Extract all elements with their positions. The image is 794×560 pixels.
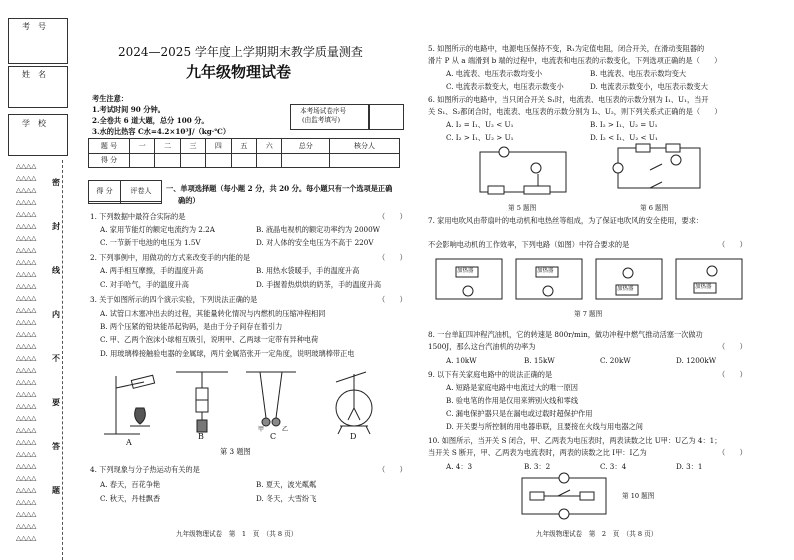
q8-answer-paren[interactable]: （ ） bbox=[718, 342, 747, 351]
q3-answer-paren[interactable]: （ ） bbox=[378, 295, 407, 304]
score-input-cell[interactable] bbox=[206, 153, 231, 168]
q9-option-a[interactable]: A. 短路是家庭电路中电流过大的唯一原因 bbox=[446, 383, 578, 392]
q10-stem-line2: 当开关 S 断开，甲、乙两表为电流表时，两表的读数之比 I甲：I乙为 bbox=[428, 448, 647, 457]
exam-number-label: 考 号 bbox=[22, 22, 46, 31]
score-input-cell[interactable] bbox=[130, 153, 155, 168]
triangle-row: △△△△ bbox=[16, 510, 37, 518]
q7-answer-paren[interactable]: （ ） bbox=[718, 240, 747, 249]
q10-stem-line1: 10. 如图所示，当开关 S 闭合，甲、乙两表为电压表时，两表读数之比 U甲：U乙为 4：1； bbox=[428, 436, 722, 445]
q6-option-c[interactable]: C. I₂ > I₁、U₂ > U₁ bbox=[446, 133, 514, 142]
seal-char: 要 bbox=[52, 397, 60, 407]
triangle-row: △△△△ bbox=[16, 390, 37, 398]
score-input-cell[interactable] bbox=[257, 153, 282, 168]
q10-figure-caption: 第 10 题图 bbox=[622, 492, 655, 500]
figure-a-test-tube bbox=[104, 375, 155, 434]
q3-fig-c-yi-label: 乙 bbox=[282, 426, 289, 433]
seal-char: 封 bbox=[52, 221, 60, 231]
seal-line bbox=[62, 160, 63, 560]
q6-option-d[interactable]: D. I₂ < I₁、U₂ < U₁ bbox=[590, 133, 658, 142]
section1-grader-table bbox=[88, 180, 162, 204]
page1-footer: 九年级物理试卷 第 1 页 （共 8 页） bbox=[176, 530, 298, 538]
q3-option-c[interactable]: C. 甲、乙两个泡沫小球相互吸引，说明甲、乙两球一定带有异种电荷 bbox=[100, 335, 319, 344]
score-input-cell[interactable] bbox=[330, 153, 400, 168]
q6-circuit bbox=[610, 140, 710, 196]
q7-circuits bbox=[432, 253, 752, 307]
q7-heater-d: 加热器 bbox=[695, 284, 712, 290]
q2-option-c[interactable]: C. 对手哈气，手的温度升高 bbox=[100, 280, 189, 289]
score-input-cell[interactable] bbox=[231, 153, 256, 168]
seat-number-label: 本考场试卷序号 bbox=[300, 107, 347, 115]
q9-stem: 9. 以下有关家庭电路中的说法正确的是 bbox=[428, 370, 553, 379]
score-table-cell: 三 bbox=[180, 139, 205, 154]
q5-stem-line1: 5. 如图所示的电路中，电源电压保持不变，R₁为定值电阻，闭合开关，在滑动变阻器的 bbox=[428, 44, 705, 53]
triangle-row: △△△△ bbox=[16, 222, 37, 230]
q10-answer-paren[interactable]: （ ） bbox=[718, 448, 747, 457]
q2-stem: 2. 下列事例中，用做功的方式来改变手的内能的是 bbox=[90, 253, 251, 262]
q3-fig-c-jia-label: 甲 bbox=[258, 426, 265, 433]
q3-fig-a-label: A bbox=[126, 438, 132, 447]
q3-fig-c-label: C bbox=[270, 432, 277, 441]
q2-option-a[interactable]: A. 两手相互摩擦，手的温度升高 bbox=[100, 266, 204, 275]
score-table-cell: 一 bbox=[130, 139, 155, 154]
q8-option-c[interactable]: C. 20kW bbox=[600, 356, 631, 365]
score-input-cell[interactable] bbox=[180, 153, 205, 168]
figure-b-lead-blocks bbox=[176, 372, 228, 432]
triangle-row: △△△△ bbox=[16, 234, 37, 242]
seat-number-note: (由监考填写) bbox=[302, 116, 341, 124]
q8-option-d[interactable]: D. 1200kW bbox=[676, 356, 717, 365]
paper-title: 九年级物理试卷 bbox=[186, 63, 292, 81]
triangle-row: △△△△ bbox=[16, 402, 37, 410]
score-input-cell[interactable] bbox=[155, 153, 180, 168]
score-label: 得 分 bbox=[89, 181, 121, 202]
triangle-row: △△△△ bbox=[16, 318, 37, 326]
q6-option-a[interactable]: A. I₂ = I₁、U₂ < U₁ bbox=[446, 120, 514, 129]
q10-option-b[interactable]: B. 3：2 bbox=[524, 462, 551, 471]
seal-char: 内 bbox=[52, 309, 60, 319]
q1-stem: 1. 下列数据中最符合实际的是 bbox=[90, 212, 186, 221]
q5-option-a[interactable]: A. 电流表、电压表示数均变小 bbox=[446, 69, 543, 78]
q7-heater-a: 加热器 bbox=[457, 268, 474, 274]
triangle-row: △△△△ bbox=[16, 342, 37, 350]
seat-number-input[interactable] bbox=[368, 104, 404, 130]
q10-circuit bbox=[514, 472, 614, 522]
q8-option-a[interactable]: A. 10kW bbox=[446, 356, 477, 365]
score-table-cell: 总分 bbox=[282, 139, 330, 154]
triangle-row: △△△△ bbox=[16, 174, 37, 182]
q1-option-a[interactable]: A. 家用节能灯的额定电流约为 2.2A bbox=[100, 225, 215, 234]
triangle-row: △△△△ bbox=[16, 198, 37, 206]
section1-heading: 一、单项选择题（每小题 2 分，共 20 分。每小题只有一个选项是正确 bbox=[166, 184, 393, 193]
q10-option-c[interactable]: C. 3：4 bbox=[600, 462, 627, 471]
q3-option-a[interactable]: A. 试管口木塞冲出去的过程，其能量转化情况与内燃机的压缩冲程相同 bbox=[100, 309, 326, 318]
q3-option-b[interactable]: B. 两个压紧的铅块能吊起钩码，是由于分子间存在着引力 bbox=[100, 322, 283, 331]
q3-figure-caption: 第 3 题图 bbox=[220, 447, 251, 456]
binding-strip bbox=[0, 0, 72, 560]
q10-option-a[interactable]: A. 4：3 bbox=[446, 462, 473, 471]
triangle-row: △△△△ bbox=[16, 246, 37, 254]
triangle-row: △△△△ bbox=[16, 414, 37, 422]
q1-option-b[interactable]: B. 液晶电视机的额定功率约为 2000W bbox=[256, 225, 381, 234]
score-table bbox=[88, 138, 400, 168]
seal-char: 题 bbox=[52, 485, 60, 495]
note-3: 3.水的比热容 C水=4.2×10³J/（kg·℃） bbox=[92, 127, 231, 136]
q10-option-d[interactable]: D. 3：1 bbox=[676, 462, 703, 471]
page2-footer: 九年级物理试卷 第 2 页 （共 8 页） bbox=[536, 530, 658, 538]
q6-option-b[interactable]: B. I₂ > I₁、U₂ = U₁ bbox=[590, 120, 658, 129]
q7-heater-b: 加热器 bbox=[537, 268, 554, 274]
q7-figure-caption: 第 7 题图 bbox=[574, 310, 603, 318]
q4-answer-paren[interactable]: （ ） bbox=[378, 465, 407, 474]
triangle-row: △△△△ bbox=[16, 486, 37, 494]
triangle-row: △△△△ bbox=[16, 162, 37, 170]
q4-stem: 4. 下列现象与分子热运动有关的是 bbox=[90, 465, 200, 474]
triangle-row: △△△△ bbox=[16, 366, 37, 374]
exam-number-input[interactable] bbox=[12, 34, 62, 58]
score-table-cell: 核分人 bbox=[330, 139, 400, 154]
score-table-cell: 得 分 bbox=[89, 153, 130, 168]
q6-stem-line1: 6. 如图所示的电路中，当只闭合开关 S₁时，电流表、电压表的示数分别为 I₁、U₁，当开 bbox=[428, 95, 709, 104]
seal-char: 密 bbox=[52, 177, 60, 187]
q8-option-b[interactable]: B. 15kW bbox=[524, 356, 555, 365]
q3-figures bbox=[96, 368, 406, 448]
name-input[interactable] bbox=[12, 82, 62, 102]
q6-stem-line2: 关 S₁、S₂都闭合时，电流表、电压表的示数分别为 I₂、U₂，则下列关系式正确的是（ ） bbox=[428, 107, 722, 116]
q2-answer-paren[interactable]: （ ） bbox=[378, 253, 407, 262]
q4-option-d[interactable]: D. 冬天，大雪纷飞 bbox=[256, 494, 317, 503]
notes-heading: 考生注意： bbox=[92, 94, 128, 103]
triangle-row: △△△△ bbox=[16, 378, 37, 386]
q5-option-b[interactable]: B. 电流表、电压表示数均变大 bbox=[590, 69, 687, 78]
score-table-cell: 二 bbox=[155, 139, 180, 154]
q8-stem-line2: 1500J，那么这台汽油机的功率为 bbox=[428, 342, 536, 351]
name-label: 姓 名 bbox=[22, 70, 46, 79]
note-1: 1.考试时间 90 分钟。 bbox=[92, 105, 165, 114]
q7-heater-c: 加热器 bbox=[617, 286, 634, 292]
triangle-row: △△△△ bbox=[16, 534, 37, 542]
q1-option-c[interactable]: C. 一节新干电池的电压为 1.5V bbox=[100, 238, 201, 247]
triangle-row: △△△△ bbox=[16, 426, 37, 434]
score-table-score-row bbox=[89, 153, 400, 168]
exam-title: 2024—2025 学年度上学期期末教学质量测查 bbox=[118, 45, 363, 59]
q5-option-c[interactable]: C. 电流表示数变大，电压表示数变小 bbox=[446, 82, 564, 91]
figure-d-electroscope bbox=[336, 372, 372, 434]
score-table-cell: 五 bbox=[231, 139, 256, 154]
triangle-row: △△△△ bbox=[16, 306, 37, 314]
triangle-row: △△△△ bbox=[16, 282, 37, 290]
triangle-row: △△△△ bbox=[16, 354, 37, 362]
triangle-row: △△△△ bbox=[16, 522, 37, 530]
seal-char: 不 bbox=[52, 353, 60, 363]
q5-option-d[interactable]: D. 电流表示数变小，电压表示数变大 bbox=[590, 82, 708, 91]
section1-grader-input[interactable] bbox=[121, 202, 162, 204]
q9-answer-paren[interactable]: （ ） bbox=[718, 370, 747, 379]
q4-option-b[interactable]: B. 夏天，波光粼粼 bbox=[256, 480, 317, 489]
grader-label: 评卷人 bbox=[121, 181, 162, 202]
triangle-row: △△△△ bbox=[16, 270, 37, 278]
q3-option-d[interactable]: D. 用玻璃棒接触验电器的金属球，两片金属箔张开一定角度，说明玻璃棒带正电 bbox=[100, 349, 355, 358]
q5-stem-line2: 滑片 P 从 a 端滑到 b 端的过程中，电流表和电压表的示数变化，下列选项正确的是（ ） bbox=[428, 56, 722, 65]
note-2: 2.全卷共 6 道大题，总分 100 分。 bbox=[92, 116, 209, 125]
seal-char: 答 bbox=[52, 441, 60, 451]
q3-fig-d-label: D bbox=[350, 432, 357, 441]
q7-stem-line3: 不会影响电动机的工作效率，下列电路（如图）中符合要求的是 bbox=[428, 240, 630, 249]
q9-option-b[interactable]: B. 验电笔的作用是仅用来辨别火线和零线 bbox=[446, 396, 579, 405]
section1-score-input[interactable] bbox=[89, 202, 121, 204]
triangle-row: △△△△ bbox=[16, 210, 37, 218]
score-input-cell[interactable] bbox=[282, 153, 330, 168]
seal-char: 线 bbox=[52, 265, 60, 275]
q9-option-d[interactable]: D. 开关要与所控制的用电器串联，且要接在火线与用电器之间 bbox=[446, 422, 643, 431]
q5-circuit bbox=[474, 146, 574, 202]
triangle-row: △△△△ bbox=[16, 186, 37, 194]
q9-option-c[interactable]: C. 漏电保护器只是在漏电或过载时超保护作用 bbox=[446, 409, 593, 418]
section1-heading-cont: 确的） bbox=[178, 196, 200, 205]
triangle-row: △△△△ bbox=[16, 498, 37, 506]
score-table-cell: 题 号 bbox=[89, 139, 130, 154]
q2-option-b[interactable]: B. 用热水袋暖手，手的温度升高 bbox=[256, 266, 360, 275]
triangle-row: △△△△ bbox=[16, 438, 37, 446]
school-label: 学 校 bbox=[22, 119, 46, 128]
q8-stem-line1: 8. 一台单缸四冲程汽油机，它的转速是 800r/min，做功冲程中燃气推动活塞一次做功 bbox=[428, 330, 703, 339]
triangle-row: △△△△ bbox=[16, 474, 37, 482]
q4-option-c[interactable]: C. 秋天，丹桂飘香 bbox=[100, 494, 161, 503]
q1-option-d[interactable]: D. 对人体的安全电压为不高于 220V bbox=[256, 238, 374, 247]
triangle-row: △△△△ bbox=[16, 462, 37, 470]
figure-c-foam-balls bbox=[246, 372, 296, 426]
q1-answer-paren[interactable]: （ ） bbox=[378, 212, 407, 221]
triangle-row: △△△△ bbox=[16, 258, 37, 266]
school-input[interactable] bbox=[12, 131, 62, 151]
q7-stem-line1: 7. 家用电吹风由带扇叶的电动机和电热丝等组成，为了保证电吹风的安全使用，要求： bbox=[428, 216, 704, 225]
score-table-cell: 六 bbox=[257, 139, 282, 154]
q4-option-a[interactable]: A. 春天，百花争艳 bbox=[100, 480, 161, 489]
q6-figure-caption: 第 6 题图 bbox=[640, 204, 669, 212]
triangle-row: △△△△ bbox=[16, 330, 37, 338]
q5-figure-caption: 第 5 题图 bbox=[508, 204, 537, 212]
triangle-row: △△△△ bbox=[16, 294, 37, 302]
score-table-header-row bbox=[89, 139, 400, 154]
score-table-cell: 四 bbox=[206, 139, 231, 154]
triangle-row: △△△△ bbox=[16, 450, 37, 458]
q3-stem: 3. 关于如图所示的四个演示实验，下列说法正确的是 bbox=[90, 295, 258, 304]
q3-fig-b-label: B bbox=[198, 432, 204, 441]
q2-option-d[interactable]: D. 手握着热烘烘的奶茶，手的温度升高 bbox=[256, 280, 382, 289]
